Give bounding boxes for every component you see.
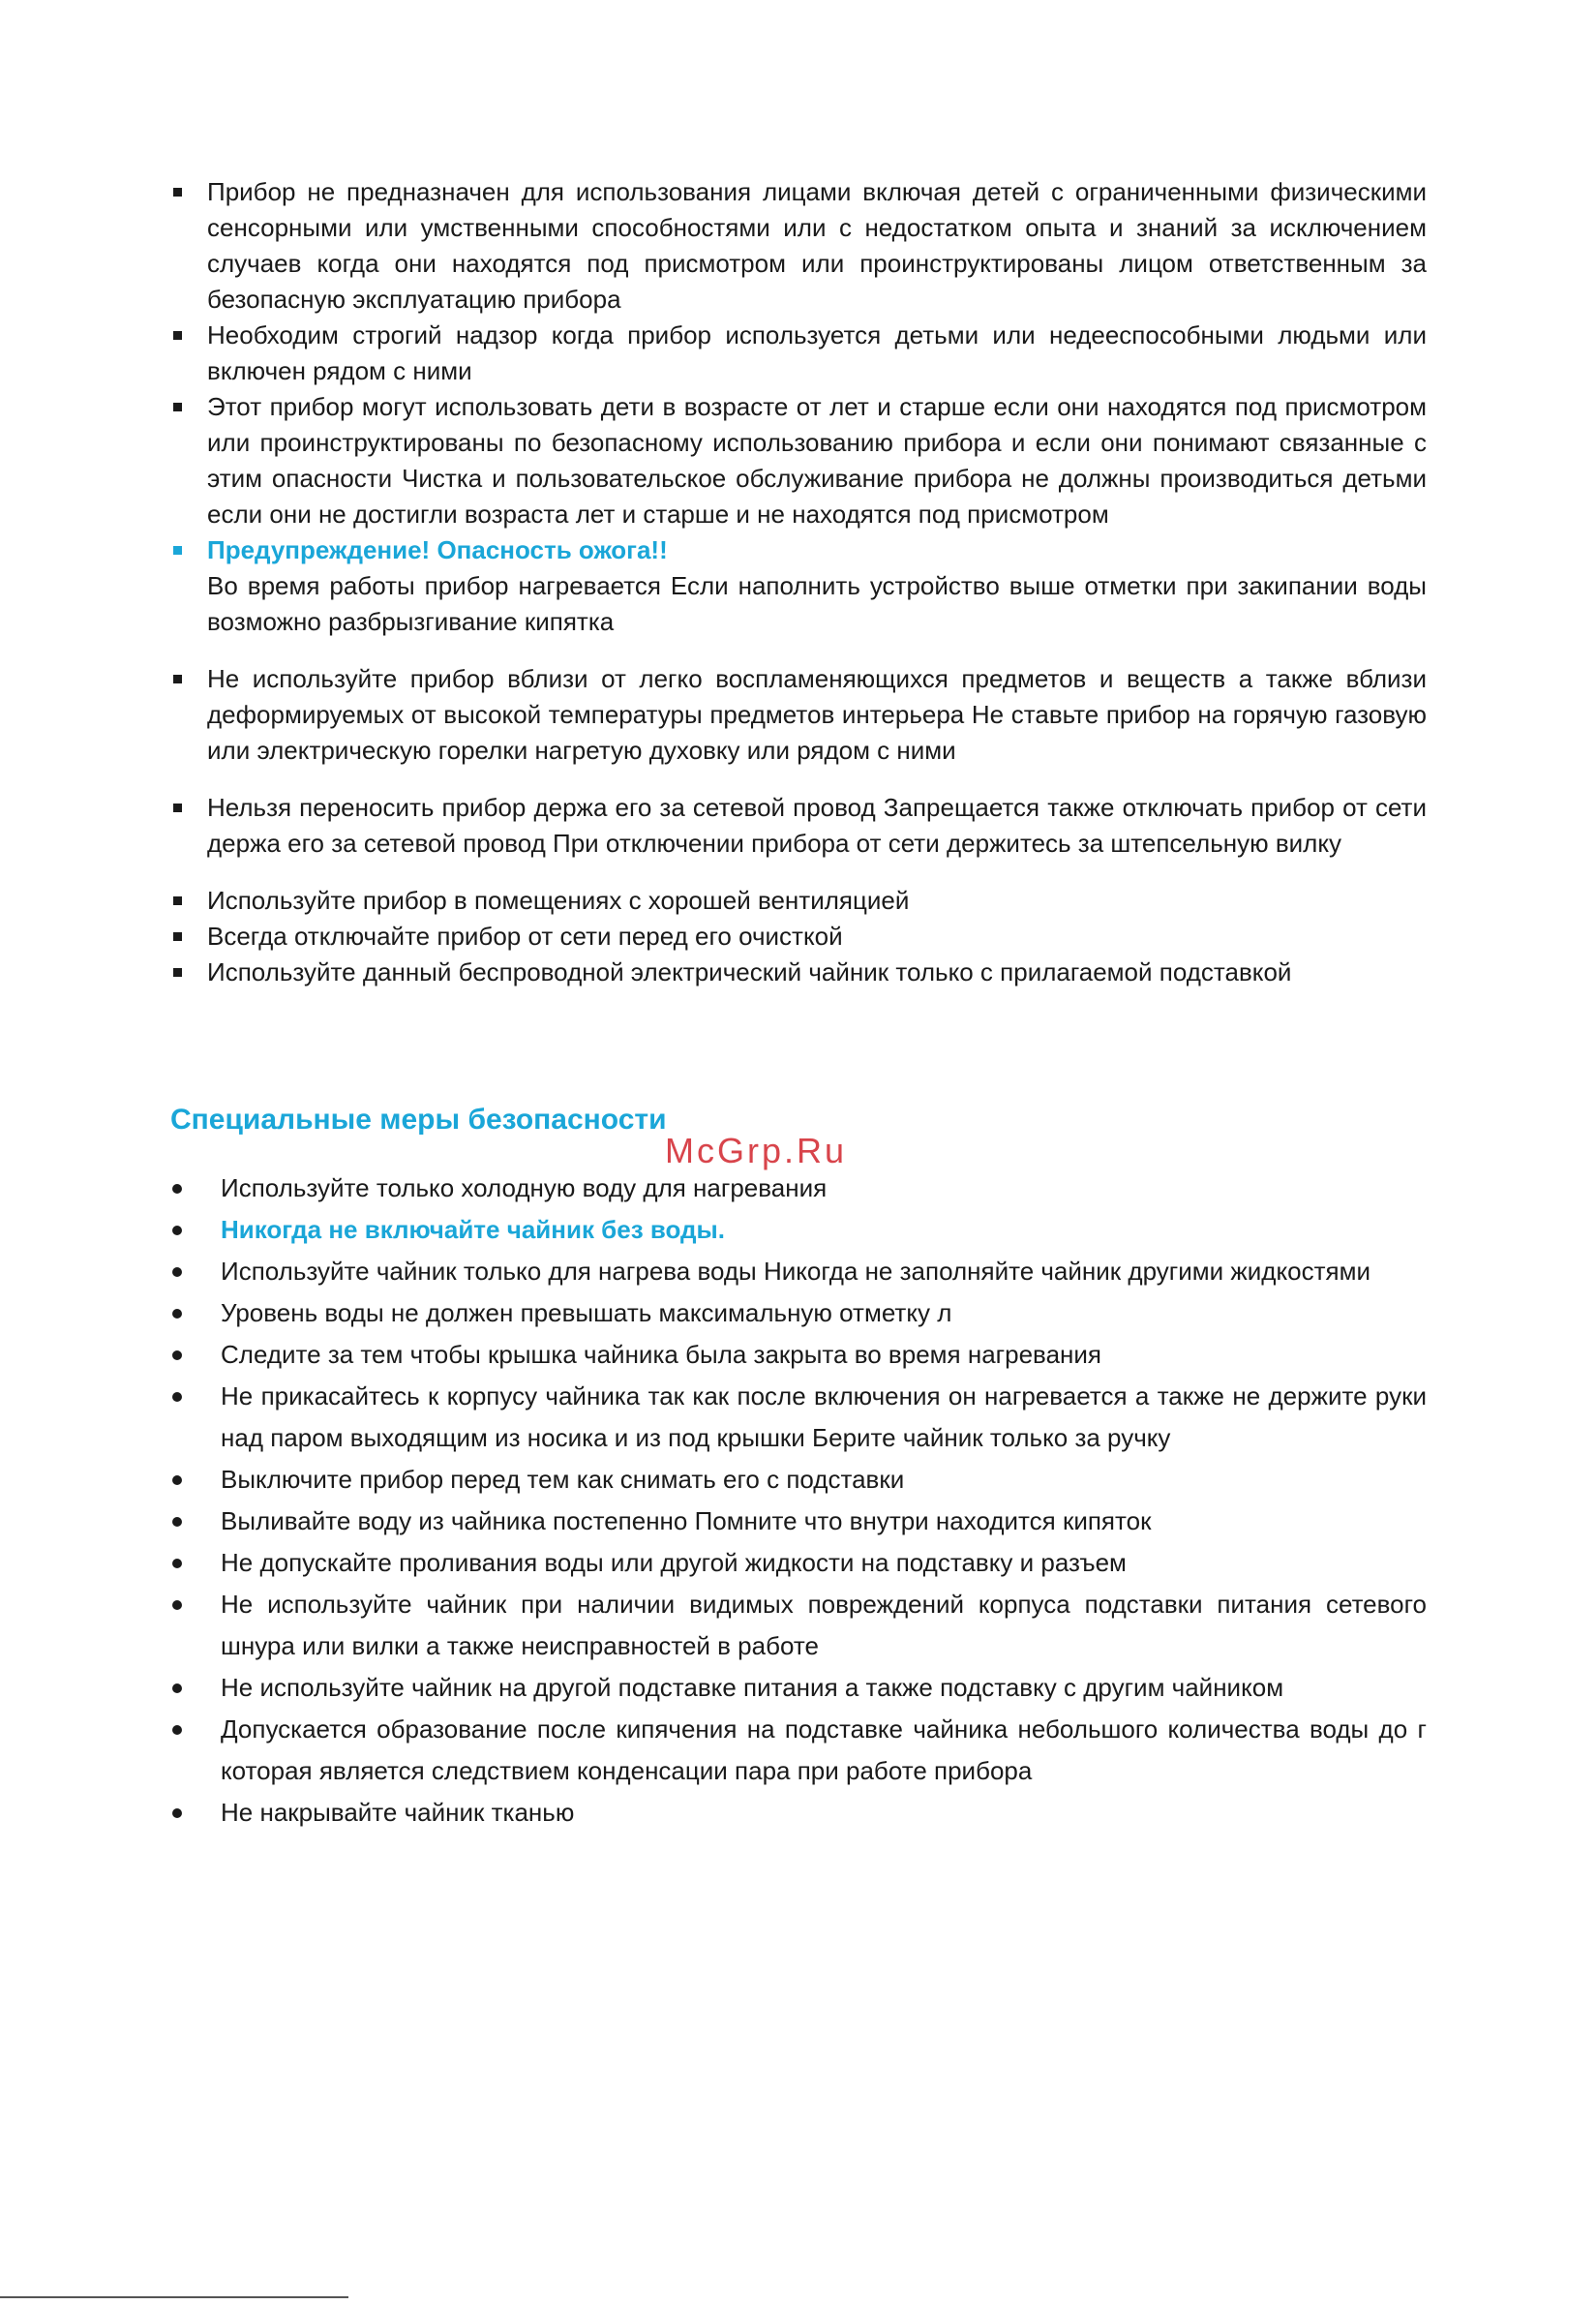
list-item-highlight: Никогда не включайте чайник без воды. [168,1209,1427,1251]
special-safety-heading: Специальные меры безопасности [170,1104,667,1136]
list-item: Используйте чайник только для нагрева воды Никогда не заполняйте чайник другими жидкостями [168,1251,1427,1292]
list-item: Не прикасайтесь к корпусу чайника так как после включения он нагревается а также не держите руки над паром выходящим из носика и из под крышки Берите чайник только за ручку [168,1376,1427,1459]
list-item: Прибор не предназначен для использования лицами включая детей с ограниченными физическими сенсорными или умственными способностями или с недостатком опыта и знаний за исключением случаев когда они находятся под присмотром или проинструктированы лицом ответственным за безопасную эксплуатацию прибора [168,174,1427,318]
special-safety-list [168,1168,1427,1834]
list-item: Всегда отключайте прибор от сети перед его очисткой [168,919,1427,955]
watermark: McGrp.Ru [665,1131,848,1170]
list-item: Используйте данный беспроводной электрический чайник только с прилагаемой подставкой [168,955,1427,990]
list-item: Не накрывайте чайник тканью [168,1792,1427,1834]
list-item: Используйте только холодную воду для нагревания [168,1168,1427,1209]
list-item: Не используйте прибор вблизи от легко воспламеняющихся предметов и веществ а также вблизи деформируемых от высокой температуры предметов интерьера Не ставьте прибор на горячую газовую или электрическую горелки нагретую духовку или рядом с ними [168,661,1427,769]
list-item: Этот прибор могут использовать дети в возрасте от лет и старше если они находятся под присмотром или проинструктированы по безопасному использованию прибора и если они понимают связанные с этим опасности Чистка и пользовательское обслуживание прибора не должны производиться детьми если они не достигли возраста лет и старше и не находятся под присмотром [168,389,1427,532]
list-item: Не используйте чайник при наличии видимых повреждений корпуса подставки питания сетевого шнура или вилки а также неисправностей в работе [168,1584,1427,1667]
list-item: Допускается образование после кипячения на подставке чайника небольшого количества воды до г которая является следствием конденсации пара при работе прибора [168,1709,1427,1792]
list-item: Выливайте воду из чайника постепенно Помните что внутри находится кипяток [168,1501,1427,1542]
burn-warning [168,532,1427,640]
footer-divider [0,2296,348,2298]
list-item: Следите за тем чтобы крышка чайника была закрыта во время нагревания [168,1334,1427,1376]
warning-title: Предупреждение! Опасность ожога!! [207,535,668,564]
list-item: Используйте прибор в помещениях с хорошей вентиляцией [168,883,1427,919]
list-item: Уровень воды не должен превышать максимальную отметку л [168,1292,1427,1334]
warning-text: Во время работы прибор нагревается Если наполнить устройство выше отметки при закипании воды возможно разбрызгивание кипятка [207,571,1427,636]
general-safety-list [168,174,1427,990]
list-item: Необходим строгий надзор когда прибор используется детьми или недееспособными людьми или включен рядом с ними [168,318,1427,389]
list-item: Не используйте чайник на другой подставке питания а также подставку с другим чайником [168,1667,1427,1709]
list-item: Не допускайте проливания воды или другой жидкости на подставку и разъем [168,1542,1427,1584]
list-item: Нельзя переносить прибор держа его за сетевой провод Запрещается также отключать прибор от сети держа его за сетевой провод При отключении прибора от сети держитесь за штепсельную вилку [168,790,1427,862]
list-item: Выключите прибор перед тем как снимать его с подставки [168,1459,1427,1501]
